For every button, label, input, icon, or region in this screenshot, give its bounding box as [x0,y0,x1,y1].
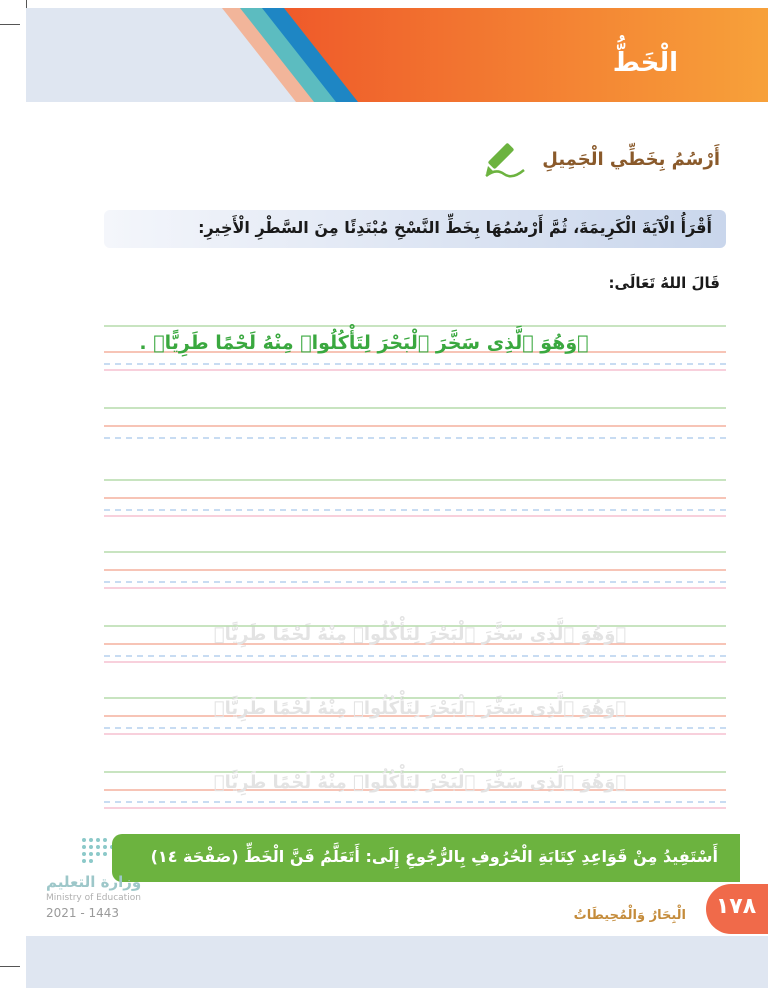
page-number: ١٧٨ [715,894,757,919]
verse-trace: ﴿وَهُوَ ٱلَّذِى سَخَّرَ ٱلْبَحْرَ لِتَأْكُلُوا۟ مِنْهُ لَحْمًا طَرِيًّا﴾ [213,772,627,793]
verse-trace: ﴿وَهُوَ ٱلَّذِى سَخَّرَ ٱلْبَحْرَ لِتَأْكُلُوا۟ مِنْهُ لَحْمًا طَرِيًّا﴾ [213,624,627,645]
reference-banner [112,834,740,882]
unit-name: الْبِحَارُ وَالْمُحِيطَاتُ [573,908,686,923]
ministry-name-ar: وزارة التعليم [46,873,142,891]
page-title: الْخَطُّ [612,48,678,78]
footer-band [26,936,768,988]
verse-intro: قَالَ اللهُ تَعَالَى: [608,274,720,292]
reference-text: أَسْتَفِيدُ مِنْ قَوَاعِدِ كِتَابَةِ الْحُرُوفِ بِالرُّجُوعِ إِلَى: أَتَعَلَّمُ فَنَّ الْخَطِّ (صَفْحَة ١٤) [150,847,718,866]
instruction-text: أَقْرَأُ الْآيَةَ الْكَرِيمَةَ، ثُمَّ أَرْسُمُهَا بِخَطِّ النَّسْخِ مُبْتَدِئًا مِنَ السَّطْرِ الْأَخِيرِ: [198,218,712,237]
ministry-name-en: Ministry of Education [46,893,141,903]
ministry-logo [46,873,141,920]
verse-trace: ﴿وَهُوَ ٱلَّذِى سَخَّرَ ٱلْبَحْرَ لِتَأْكُلُوا۟ مِنْهُ لَحْمًا طَرِيًّا﴾ [213,698,627,719]
section-subtitle: أَرْسُمُ بِخَطِّي الْجَمِيلِ [542,148,720,170]
verse-model: ﴿وَهُوَ ٱلَّذِى سَخَّرَ ٱلْبَحْرَ لِتَأْكُلُوا۟ مِنْهُ لَحْمًا طَرِيًّا﴾ . [139,332,589,354]
page-number-badge [706,884,768,934]
edition-year: 2021 - 1443 [46,906,120,920]
